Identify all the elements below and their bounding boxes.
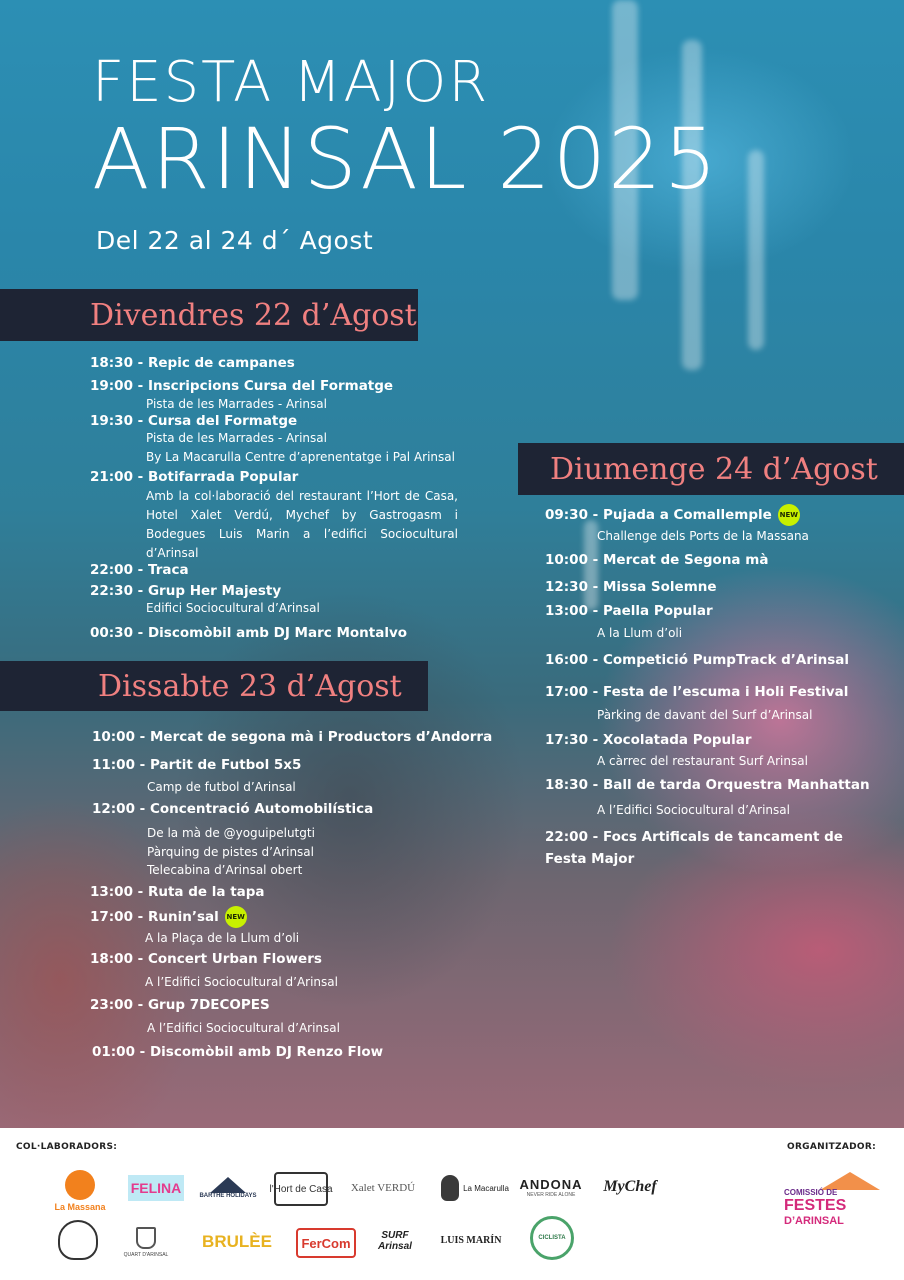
event-item — [90, 906, 247, 928]
organizer-line-3: D’ARINSAL — [784, 1215, 844, 1227]
event-item — [545, 504, 800, 526]
event-item: 00:30 - Discomòbil amb DJ Marc Montalvo — [90, 625, 408, 641]
mountain-icon — [210, 1177, 246, 1193]
andona-tagline: NEVER RIDE ALONE — [526, 1191, 576, 1198]
barthe-text: BARTHE HOLIDAYS — [199, 1193, 257, 1199]
event-item: 13:00 - Paella Popular — [545, 603, 713, 619]
collaborators-label: COL·LABORADORS: — [16, 1142, 118, 1152]
event-title: 09:30 - Pujada a Comallemple — [545, 507, 772, 523]
event-detail: Camp de futbol d’Arinsal — [147, 780, 296, 794]
event-detail: A l’Edifici Sociocultural d’Arinsal — [147, 1021, 340, 1035]
event-item: 01:00 - Discomòbil amb DJ Renzo Flow — [92, 1044, 384, 1060]
la-massana-text: La Massana — [54, 1202, 106, 1212]
event-detail: A l’Edifici Sociocultural d’Arinsal — [597, 803, 790, 817]
organizer-line-1: COMISSIÓ DE — [784, 1188, 838, 1197]
la-massana-logo — [52, 1166, 108, 1216]
event-item: 17:00 - Festa de l’escuma i Holi Festival — [545, 684, 849, 700]
crest-icon — [136, 1227, 156, 1249]
event-detail: A l’Edifici Sociocultural d’Arinsal — [145, 975, 338, 989]
event-detail: A càrrec del restaurant Surf Arinsal — [597, 754, 808, 768]
event-detail: De la mà de @yoguipelutgti — [147, 826, 315, 840]
day-heading-friday-text: Divendres 22 d’Agost — [90, 297, 417, 333]
event-item: 19:30 - Cursa del Formatge — [90, 413, 298, 429]
ciclista-logo — [530, 1216, 574, 1260]
new-badge-icon: NEW — [225, 906, 247, 928]
event-item: 23:00 - Grup 7DECOPES — [90, 997, 270, 1013]
new-badge-icon: NEW — [778, 504, 800, 526]
andona-logo — [516, 1172, 586, 1202]
barthe-holidays-logo — [200, 1172, 256, 1204]
event-item: 13:00 - Ruta de la tapa — [90, 884, 265, 900]
surf-arinsal-logo: SURF Arinsal — [378, 1230, 412, 1252]
event-item: 12:30 - Missa Solemne — [545, 579, 717, 595]
event-detail: Pista de les Marrades - Arinsal — [146, 397, 327, 411]
quart-text: QUART D'ARINSAL — [123, 1251, 169, 1258]
day-heading-sunday — [518, 443, 904, 495]
event-detail: By La Macarulla Centre d’aprenentatge i Pal Arinsal — [146, 450, 455, 464]
event-item: 22:00 - Focs Artificals de tancament de Festa Major — [545, 829, 843, 867]
event-detail: Telecabina d’Arinsal obert — [147, 863, 303, 877]
fercom-logo: FerCom — [296, 1228, 356, 1258]
event-item: 17:30 - Xocolatada Popular — [545, 732, 752, 748]
organizer-logo — [784, 1178, 878, 1254]
event-detail: A la Plaça de la Llum d’oli — [145, 931, 300, 945]
felina-logo: FELINA — [128, 1175, 184, 1201]
event-detail: Amb la col·laboració del restaurant l’Hort de Casa, Hotel Xalet Verdú, Mychef by Gastrogasm i Bodegues Luis Marin a l’edifici Sociocultural d’Arinsal — [146, 489, 458, 560]
hort-de-casa-logo: l'Hort de Casa — [274, 1172, 328, 1206]
event-item: 22:30 - Grup Her Majesty — [90, 583, 282, 599]
la-massana-emblem-icon — [65, 1170, 95, 1200]
xalet-verdu-logo: Xalet VERDÚ — [350, 1182, 416, 1194]
day-heading-sunday-text: Diumenge 24 d’Agost — [550, 451, 878, 487]
event-item: 18:30 - Repic de campanes — [90, 355, 295, 371]
event-detail: Pàrking de davant del Surf d’Arinsal — [597, 708, 813, 722]
event-item: 12:00 - Concentració Automobilística — [92, 801, 374, 817]
day-heading-friday — [0, 289, 418, 341]
event-item: 16:00 - Competició PumpTrack d’Arinsal — [545, 652, 850, 668]
event-detail: Challenge dels Ports de la Massana — [597, 529, 809, 543]
festival-dates: Del 22 al 24 d´ Agost — [96, 226, 374, 255]
sponsors-footer — [0, 1128, 904, 1280]
event-detail: Pàrquing de pistes d’Arinsal — [147, 845, 314, 859]
macarulla-text: La Macarulla — [463, 1183, 509, 1193]
day-heading-saturday — [0, 661, 428, 711]
event-item: 10:00 - Mercat de segona mà i Productors d’Andorra — [92, 729, 493, 745]
event-item: 21:00 - Botifarrada Popular — [90, 469, 299, 485]
event-detail: Edifici Sociocultural d’Arinsal — [146, 601, 320, 615]
andona-text: ANDONA — [519, 1176, 583, 1192]
organizer-label: ORGANITZADOR: — [787, 1142, 876, 1152]
ciclista-text: CICLISTA — [538, 1235, 566, 1241]
firework-streak — [748, 150, 764, 350]
title-line-1: FESTA MAJOR — [92, 50, 490, 115]
event-detail: Pista de les Marrades - Arinsal — [146, 431, 327, 445]
event-detail: A la Llum d’oli — [597, 626, 683, 640]
event-item: 18:00 - Concert Urban Flowers — [90, 951, 322, 967]
quart-darinsal-logo — [118, 1220, 174, 1264]
event-item: 10:00 - Mercat de Segona mà — [545, 552, 769, 568]
title-line-2: ARINSAL 2025 — [92, 110, 720, 208]
mychef-logo: MyChef — [603, 1178, 657, 1195]
pinecone-icon — [441, 1175, 459, 1201]
brulee-logo: BRULÈE — [202, 1232, 272, 1251]
day-heading-saturday-text: Dissabte 23 d’Agost — [98, 668, 402, 704]
event-item: 22:00 - Traca — [90, 562, 189, 578]
luis-marin-logo: LUIS MARÍN — [440, 1234, 502, 1246]
event-item: 18:30 - Ball de tarda Orquestra Manhattan — [545, 777, 870, 793]
la-macarulla-logo — [440, 1172, 510, 1204]
organizer-line-2: FESTES — [784, 1197, 847, 1214]
shaka-hand-icon — [58, 1220, 98, 1260]
event-item: 11:00 - Partit de Futbol 5x5 — [92, 757, 302, 773]
event-title: 17:00 - Runin’sal — [90, 909, 219, 925]
event-item: 19:00 - Inscripcions Cursa del Formatge — [90, 378, 394, 394]
